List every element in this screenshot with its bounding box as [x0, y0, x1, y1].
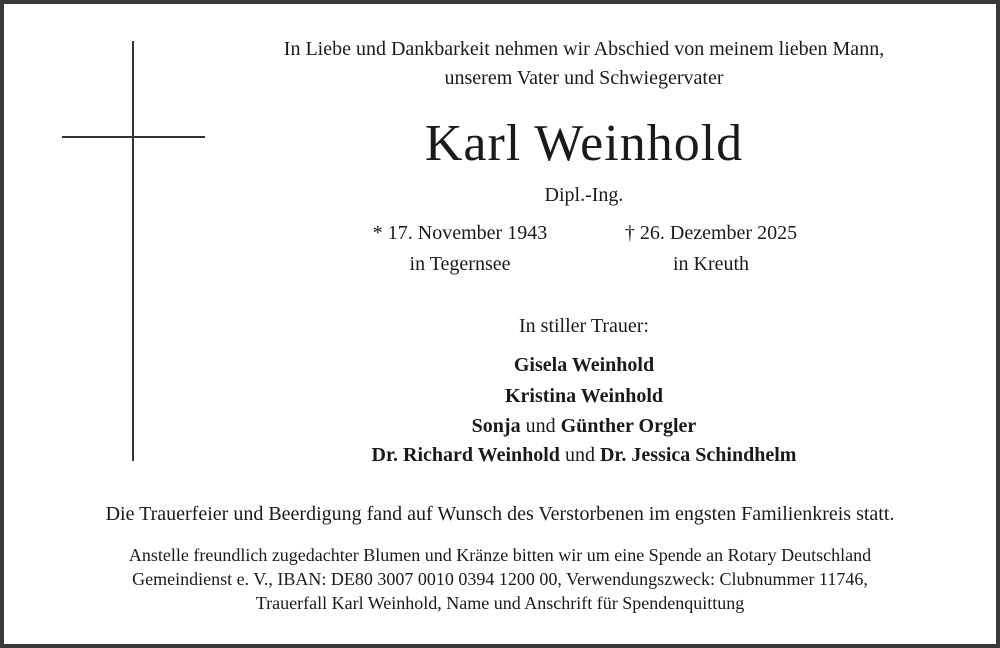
birth-place: in Tegernsee — [409, 253, 511, 275]
birth-date: * 17. November 1943 — [372, 222, 548, 244]
donation-line-1: Anstelle freundlich zugedachter Blumen und Kränze bitten wir um eine Spende an Rotary Deutschland — [128, 545, 872, 565]
donation-line-3: Trauerfall Karl Weinhold, Name und Anschrift für Spendenquittung — [255, 593, 745, 613]
deceased-title: Dipl.-Ing. — [544, 184, 624, 206]
mourner-4-first: Dr. Richard Weinhold — [371, 444, 560, 466]
mourner-4 — [164, 444, 1000, 467]
mourner-1: Gisela Weinhold — [513, 354, 655, 376]
mourning-heading: In stiller Trauer: — [519, 315, 649, 337]
donation-line-2: Gemeindienst e. V., IBAN: DE80 3007 0010 0394 1200 00, Verwendungszweck: Clubnummer 11746, — [132, 569, 868, 589]
death-date: † 26. Dezember 2025 — [624, 222, 798, 244]
funeral-notice: Die Trauerfeier und Beerdigung fand auf Wunsch des Verstorbenen im engsten Familienkreis statt. — [105, 503, 895, 525]
mourner-3-first: Sonja — [471, 415, 521, 437]
mourner-2: Kristina Weinhold — [504, 385, 663, 407]
intro-line-1: In Liebe und Dankbarkeit nehmen wir Abschied von meinem lieben Mann, — [283, 38, 885, 60]
death-place: in Kreuth — [672, 253, 750, 275]
intro-line-2: unserem Vater und Schwiegervater — [444, 67, 724, 89]
mourner-4-second: Dr. Jessica Schindhelm — [599, 444, 797, 466]
deceased-name: Karl Weinhold — [424, 115, 744, 172]
cross-icon-vertical — [132, 41, 134, 461]
mourner-3 — [164, 415, 1000, 438]
mourner-3-und: und — [525, 415, 556, 437]
mourner-4-und: und — [564, 444, 595, 466]
mourner-3-second: Günther Orgler — [560, 415, 697, 437]
